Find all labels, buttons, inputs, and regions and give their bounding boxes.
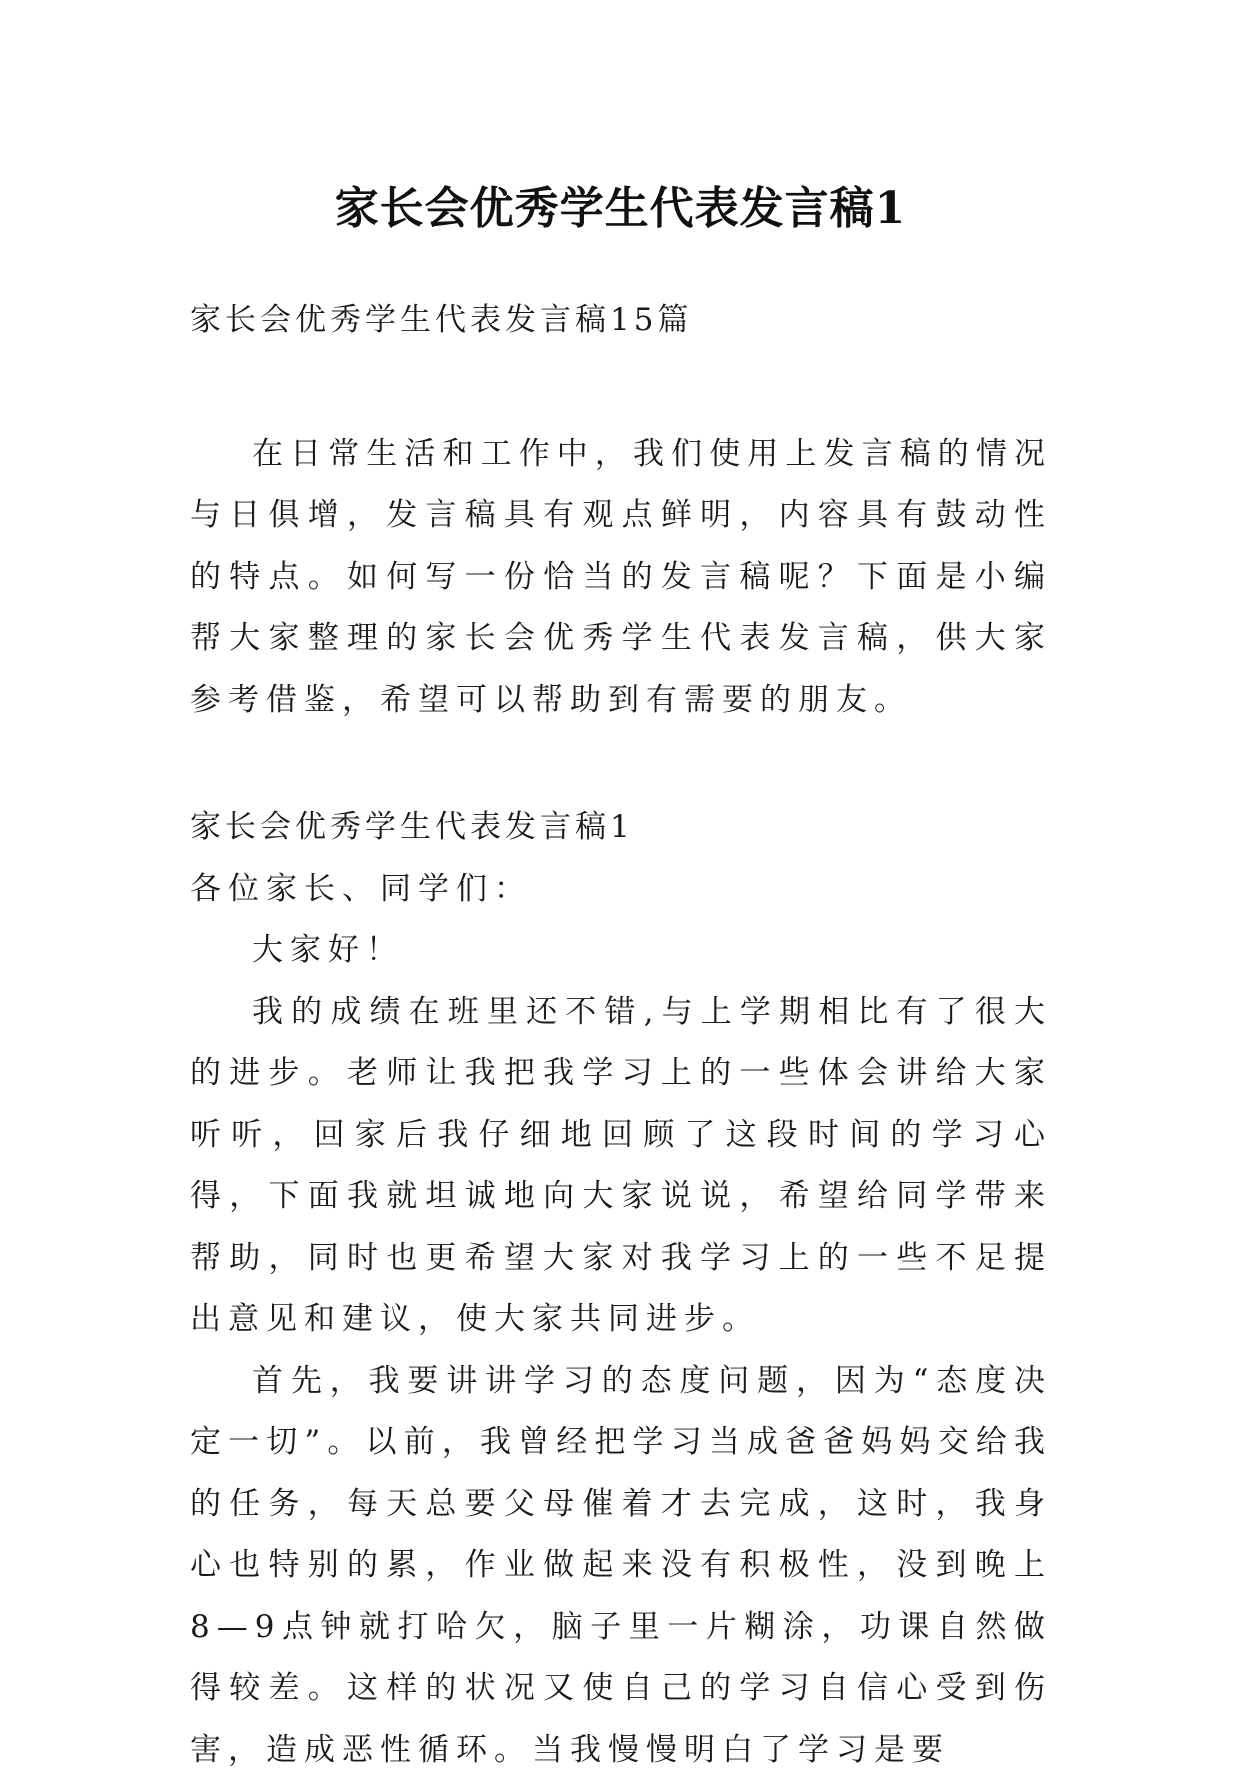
- greeting: 大家好！: [190, 920, 1052, 982]
- intro-paragraph: 在日常生活和工作中，我们使用上发言稿的情况与日俱增，发言稿具有观点鲜明，内容具有鼓动性的特点。如何写一份恰当的发言稿呢？下面是小编帮大家整理的家长会优秀学生代表发言稿，供大家参考借鉴，希望可以帮助到有需要的朋友。: [190, 424, 1052, 732]
- body-paragraph-2: 首先，我要讲讲学习的态度问题，因为“态度决定一切”。以前，我曾经把学习当成爸爸妈妈交给我的任务，每天总要父母催着才去完成，这时，我身心也特别的累，作业做起来没有积极性，没到晚上8—9点钟就打哈欠，脑子里一片糊涂，功课自然做得较差。这样的状况又使自己的学习自信心受到伤害，造成恶性循环。当我慢慢明白了学习是要: [190, 1351, 1052, 1781]
- salutation: 各位家长、同学们：: [190, 859, 1052, 921]
- document-subtitle: 家长会优秀学生代表发言稿15篇: [190, 290, 1052, 352]
- document-body: [190, 290, 1052, 1781]
- document-title: 家长会优秀学生代表发言稿1: [0, 181, 1241, 237]
- section-heading: 家长会优秀学生代表发言稿1: [190, 797, 1052, 859]
- spacer: [190, 731, 1052, 797]
- body-paragraph-1: 我的成绩在班里还不错,与上学期相比有了很大的进步。老师让我把我学习上的一些体会讲给大家听听，回家后我仔细地回顾了这段时间的学习心得，下面我就坦诚地向大家说说，希望给同学带来帮助，同时也更希望大家对我学习上的一些不足提出意见和建议，使大家共同进步。: [190, 982, 1052, 1351]
- spacer: [190, 352, 1052, 424]
